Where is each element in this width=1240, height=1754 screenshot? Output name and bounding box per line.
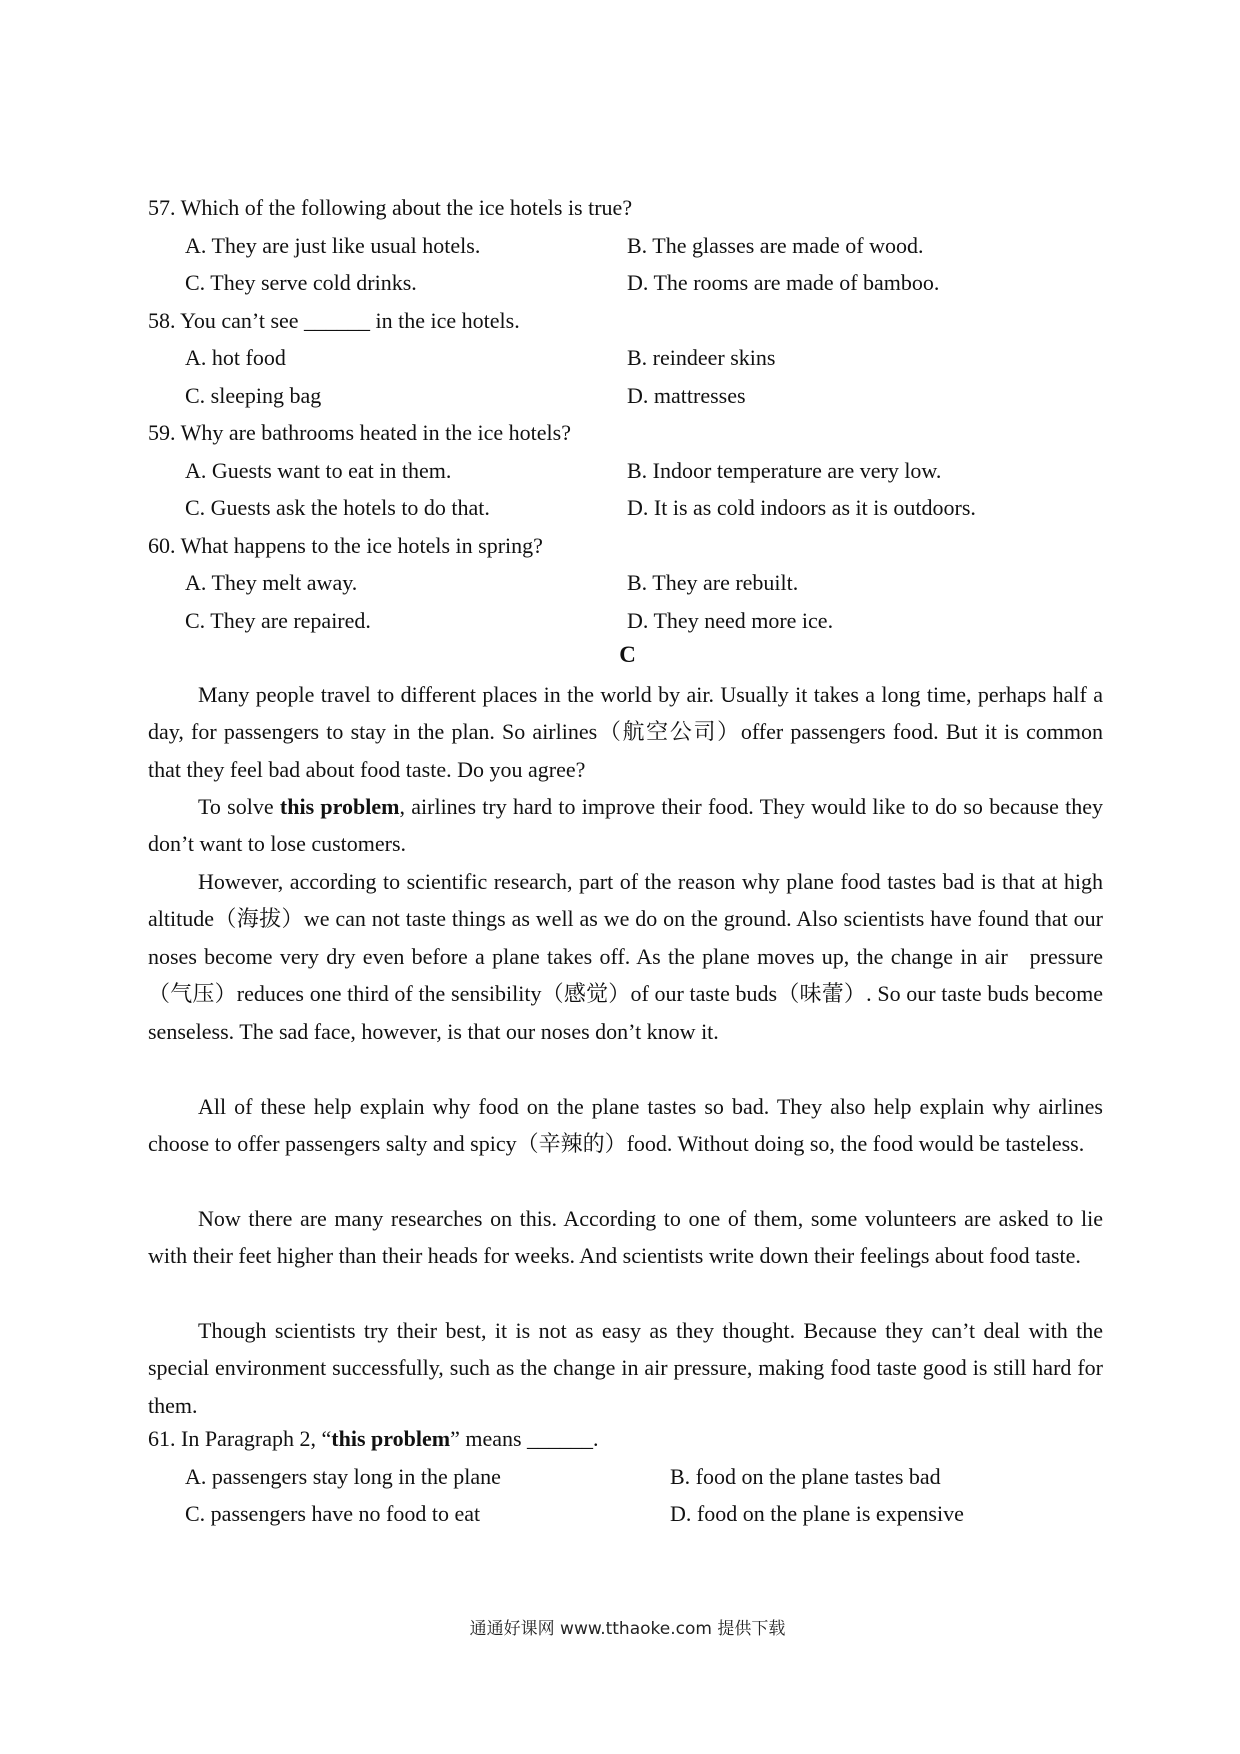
question-60-option-a: A. They melt away.: [185, 570, 358, 595]
question-60-option-b: B. They are rebuilt.: [627, 570, 799, 595]
question-58-option-a: A. hot food: [185, 345, 286, 370]
paragraph-2-bold-phrase: this problem: [279, 794, 400, 819]
question-59-option-b: B. Indoor temperature are very low.: [627, 458, 942, 483]
passage-paragraph-6: Though scientists try their best, it is not as easy as they thought. Because they can’t deal with the special environment successfully, such as the change in air pressure, making food taste good is still hard for them.: [148, 1318, 1103, 1418]
passage-paragraph-3: However, according to scientific research, part of the reason why plane food tastes bad is that at high altitude（海拔）we can not taste things as well as we do on the ground. Also scientists have found that our noses become very dry even before a plane takes off. As the plane moves up, the change in air pressure（气压）reduces one third of the sensibility（感觉）of our taste buds（味蕾）. So our taste buds become senseless. The sad face, however, is that our noses don’t know it.: [148, 869, 1103, 1044]
question-61-option-b: B. food on the plane tastes bad: [670, 1464, 941, 1489]
question-61-option-a: A. passengers stay long in the plane: [185, 1464, 501, 1489]
question-61-option-c: C. passengers have no food to eat: [185, 1501, 481, 1526]
question-57-option-a: A. They are just like usual hotels.: [185, 233, 481, 258]
question-59-option-a: A. Guests want to eat in them.: [185, 458, 452, 483]
question-57-option-c: C. They serve cold drinks.: [185, 270, 417, 295]
passage-paragraph-2: [148, 788, 1103, 863]
question-61-bold-phrase: this problem: [331, 1426, 451, 1451]
question-57-option-b: B. The glasses are made of wood.: [627, 233, 924, 258]
question-58-option-d: D. mattresses: [627, 383, 746, 408]
paragraph-2-text-rest: , airlines try hard to improve their food. They would like to do so because they don’t want to lose customers.: [148, 794, 1103, 857]
question-58-option-b: B. reindeer skins: [627, 345, 776, 370]
passage-paragraph-4: All of these help explain why food on the plane tastes so bad. They also help explain why airlines choose to offer passengers salty and spicy（辛辣的）food. Without doing so, the food would be tasteless.: [148, 1094, 1103, 1157]
question-61-stem-start: 61. In Paragraph 2, “: [148, 1426, 332, 1451]
question-59-stem: 59. Why are bathrooms heated in the ice hotels?: [148, 420, 571, 445]
question-61-stem-end: ” means ______.: [450, 1426, 599, 1451]
question-61-stem: [148, 1424, 599, 1454]
question-59-option-d: D. It is as cold indoors as it is outdoors.: [627, 495, 976, 520]
question-57-stem: 57. Which of the following about the ice hotels is true?: [148, 195, 633, 220]
question-61-option-d: D. food on the plane is expensive: [670, 1501, 964, 1526]
question-60-stem: 60. What happens to the ice hotels in spring?: [148, 533, 543, 558]
section-title: C: [619, 642, 636, 667]
page-footer: 通通好课网 www.tthaoke.com 提供下载: [469, 1619, 786, 1639]
passage-paragraph-1: Many people travel to different places in the world by air. Usually it takes a long time, perhaps half a day, for passengers to stay in the plan. So airlines（航空公司）offer passengers food. But it is common that they feel bad about food taste. Do you agree?: [148, 682, 1103, 782]
question-59-option-c: C. Guests ask the hotels to do that.: [185, 495, 490, 520]
question-57-option-d: D. The rooms are made of bamboo.: [627, 270, 940, 295]
question-58-option-c: C. sleeping bag: [185, 383, 322, 408]
question-60-option-c: C. They are repaired.: [185, 608, 371, 633]
paragraph-2-text: To solve: [198, 794, 280, 819]
question-58-stem: 58. You can’t see ______ in the ice hotels.: [148, 308, 520, 333]
question-60-option-d: D. They need more ice.: [627, 608, 834, 633]
passage-paragraph-5: Now there are many researches on this. According to one of them, some volunteers are asked to lie with their feet higher than their heads for weeks. And scientists write down their feelings about food taste.: [148, 1206, 1103, 1269]
